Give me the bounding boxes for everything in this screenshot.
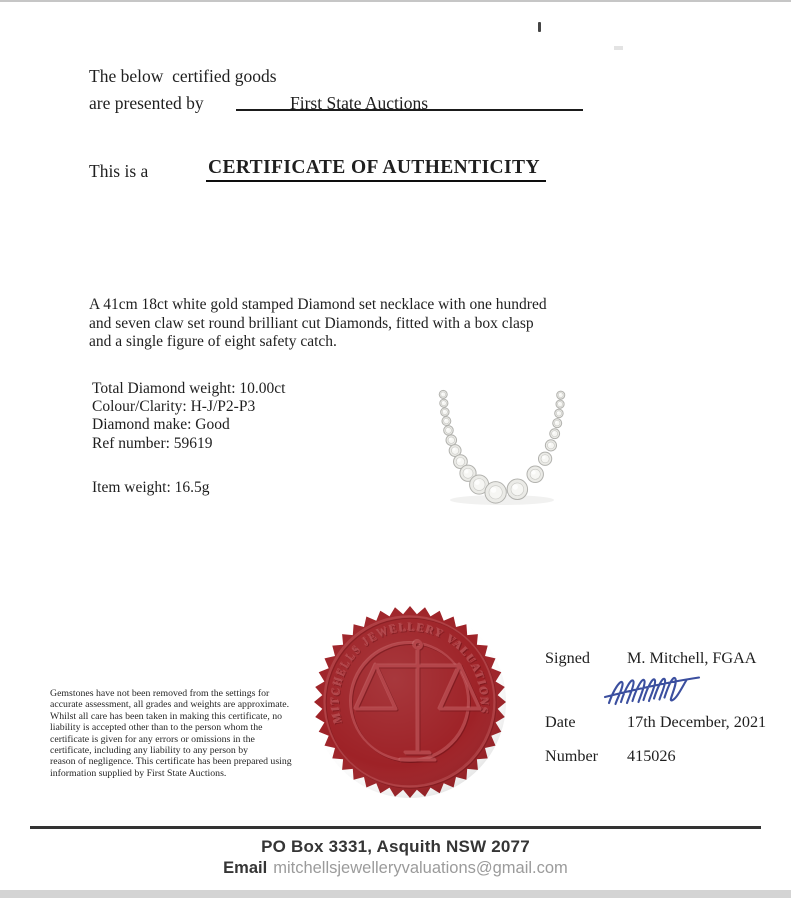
scan-artifact-faint [614, 46, 623, 50]
certificate-title: CERTIFICATE OF AUTHENTICITY [206, 157, 546, 182]
description-line: and a single figure of eight safety catch. [89, 333, 337, 351]
disclaimer-line: certificate, including any liability to any person by [50, 745, 249, 757]
footer-email-value: mitchellsjewelleryvaluations@gmail.com [273, 859, 568, 877]
necklace-photo [418, 376, 598, 510]
embossed-wax-seal [311, 601, 509, 805]
diamond-details [92, 380, 286, 453]
footer-email-line [0, 859, 791, 878]
detail-line: Ref number: 59619 [92, 434, 213, 452]
footer-divider [30, 826, 761, 829]
signed-label: Signed [545, 649, 590, 667]
disclaimer [50, 688, 292, 779]
disclaimer-line: reason of negligence. This certificate has been prepared using [50, 756, 292, 768]
date-value: 17th December, 2021 [627, 713, 767, 731]
footer-address: PO Box 3331, Asquith NSW 2077 [261, 837, 530, 856]
description-line: A 41cm 18ct white gold stamped Diamond set necklace with one hundred [89, 296, 547, 313]
disclaimer-line: accurate assessment, all grades and weights are approximate. [50, 699, 290, 711]
scan-edge-top [0, 0, 791, 2]
disclaimer-line: information supplied by First State Auctions. [50, 767, 227, 779]
presenter-blank-line [236, 90, 583, 111]
scan-edge-bottom [0, 890, 791, 898]
presented-line-1: The below certified goods [89, 66, 277, 86]
date-label: Date [545, 713, 576, 731]
seal-rim-text: MITCHELLS JEWELLERY VALUATIONS [329, 621, 491, 725]
necklace-stones [439, 390, 565, 503]
presenter-name: First State Auctions [290, 93, 429, 113]
signature-ink [605, 678, 699, 705]
disclaimer-line: Whilst all care has been taken in making this certificate, no [50, 710, 283, 722]
footer-email-label: Email [223, 859, 268, 877]
description-line: and seven claw set round brilliant cut Diamonds, fitted with a box clasp [89, 314, 534, 332]
disclaimer-line: Gemstones have not been removed from the settings for [50, 688, 270, 699]
number-value: 415026 [627, 747, 676, 765]
scan-artifact [538, 22, 541, 32]
signature-scribble [602, 672, 704, 708]
detail-line: Colour/Clarity: H-J/P2-P3 [92, 398, 256, 416]
item-description [89, 296, 547, 352]
item-weight: Item weight: 16.5g [92, 479, 210, 496]
presented-line-2-prefix: are presented by [89, 93, 204, 113]
detail-line: Total Diamond weight: 10.00ct [92, 380, 286, 397]
title-prefix: This is a [89, 161, 149, 181]
number-label: Number [545, 747, 599, 765]
disclaimer-line: liability is accepted other than to the person whom the [50, 722, 263, 734]
detail-line: Diamond make: Good [92, 416, 230, 434]
signed-value: M. Mitchell, FGAA [627, 649, 757, 667]
disclaimer-line: certificate is given for any errors or omissions in the [50, 733, 255, 745]
